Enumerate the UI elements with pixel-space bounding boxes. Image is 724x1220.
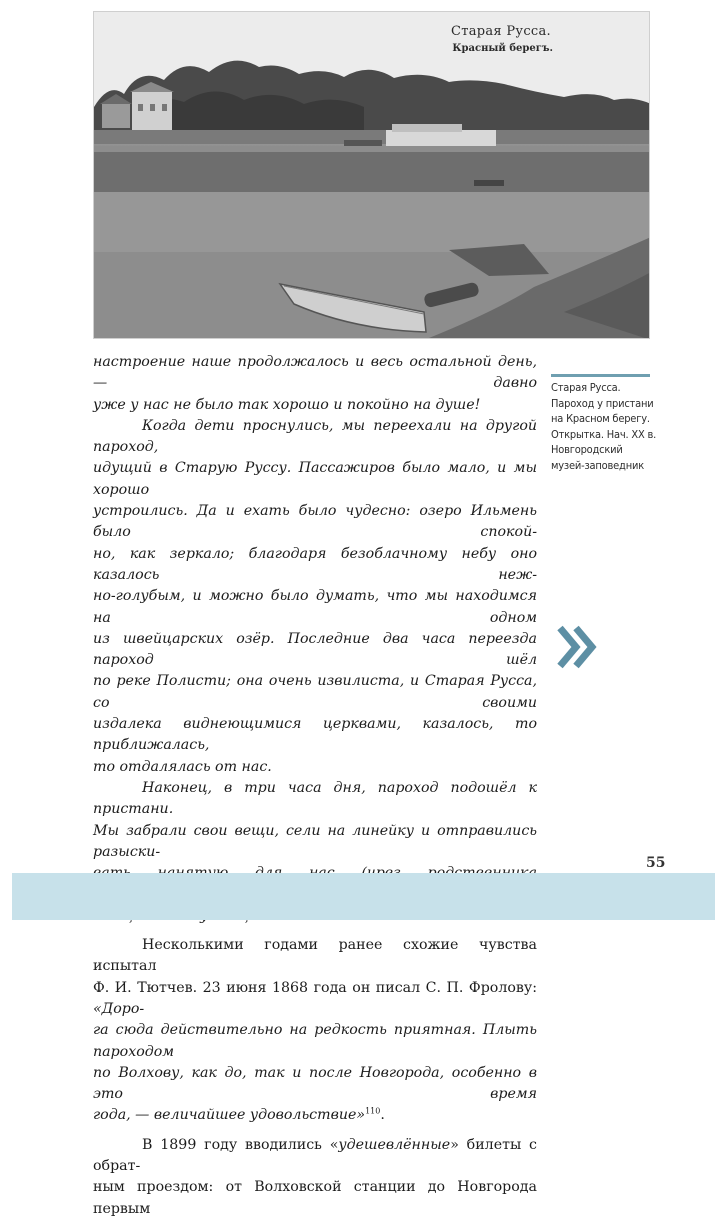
text-line: года, — величайшее удовольствие»$^{110}$.	[93, 1106, 385, 1124]
text-line: ным проездом: от Волховской станции до Новгорода первым	[93, 1179, 537, 1217]
text-line: Несколькими годами ранее схожие чувства испытал	[93, 937, 537, 975]
text-fragment: В 1899 году вводились «	[142, 1136, 339, 1153]
page-number: 55	[646, 855, 666, 871]
text-line: то отдалялась от нас.	[93, 758, 272, 775]
text-line: но, как зеркало; благодаря безоблачному небу оно казалось неж-	[93, 545, 537, 583]
text-line: Когда дети проснулись, мы переехали на другой пароход,	[93, 417, 537, 456]
photo-caption-sidebar	[551, 380, 661, 474]
text-line: идущий в Старую Руссу. Пассажиров было мало, и мы хорошо	[93, 460, 537, 498]
caption-line: на Красном берегу.	[551, 412, 650, 426]
caption-line: Старая Русса.	[551, 381, 621, 394]
text-line: уже у нас не было так хорошо и покойно на душе!	[93, 396, 481, 413]
quotation-block	[93, 352, 537, 927]
caption-line: музей-заповедник	[551, 458, 644, 472]
text-line: но-голубым, и можно было думать, что мы находимся на одном	[93, 588, 537, 626]
text-line	[93, 1135, 537, 1178]
text-fragment-italic: года, — величайшее удовольствие»	[93, 1107, 366, 1124]
text-line: издалека виднеющимися церквами, казалось, то приближалась,	[93, 716, 537, 754]
postcard-caption-title: Старая Русса.	[450, 24, 551, 39]
text-fragment-italic: «Доро-	[93, 1000, 145, 1017]
caption-line: Новгородский	[551, 443, 623, 457]
text-line: по Волхову, как до, так и после Новгорода, особенно в это время	[93, 1064, 537, 1103]
caption-line: Пароход у пристани	[551, 396, 654, 410]
text-line: Наконец, в три часа дня, пароход подошёл к пристани.	[93, 779, 537, 818]
postcard-photo	[93, 11, 650, 339]
sidebar-rule	[551, 374, 650, 377]
text-fragment: Ф. И. Тютчев. 23 июня 1868 года он писал С. П. Фролову:	[93, 979, 537, 996]
text-line: по реке Полисти; она очень извилиста, и Старая Русса, со своими	[93, 673, 537, 711]
text-line	[93, 978, 537, 1021]
text-line: из швейцарских озёр. Последние два часа переезда пароход шёл	[93, 630, 537, 669]
text-line: устроились. Да и ехать было чудесно: озеро Ильмень было спокой-	[93, 503, 537, 541]
footnote-ref-110: 110	[365, 1106, 381, 1116]
main-text-column	[93, 352, 537, 1220]
text-fragment-italic: удешевлённые	[338, 1136, 451, 1153]
text-fragment: » билеты с обрат-	[93, 1136, 537, 1174]
text-line: настроение наше продолжалось и весь остальной день, — давно	[93, 354, 537, 392]
double-chevron-right-icon	[556, 624, 600, 670]
river-bank-illustration	[94, 12, 650, 339]
text-line: га сюда действительно на редкость приятная. Плыть пароходом	[93, 1022, 537, 1060]
text-line: Мы забрали свои вещи, сели на линейку и отправились разыски-	[93, 822, 537, 860]
caption-line: Открытка. Нач. XX в.	[551, 427, 657, 441]
postcard-caption-subtitle: Красный берегъ.	[452, 43, 553, 54]
footer-band	[12, 873, 715, 920]
